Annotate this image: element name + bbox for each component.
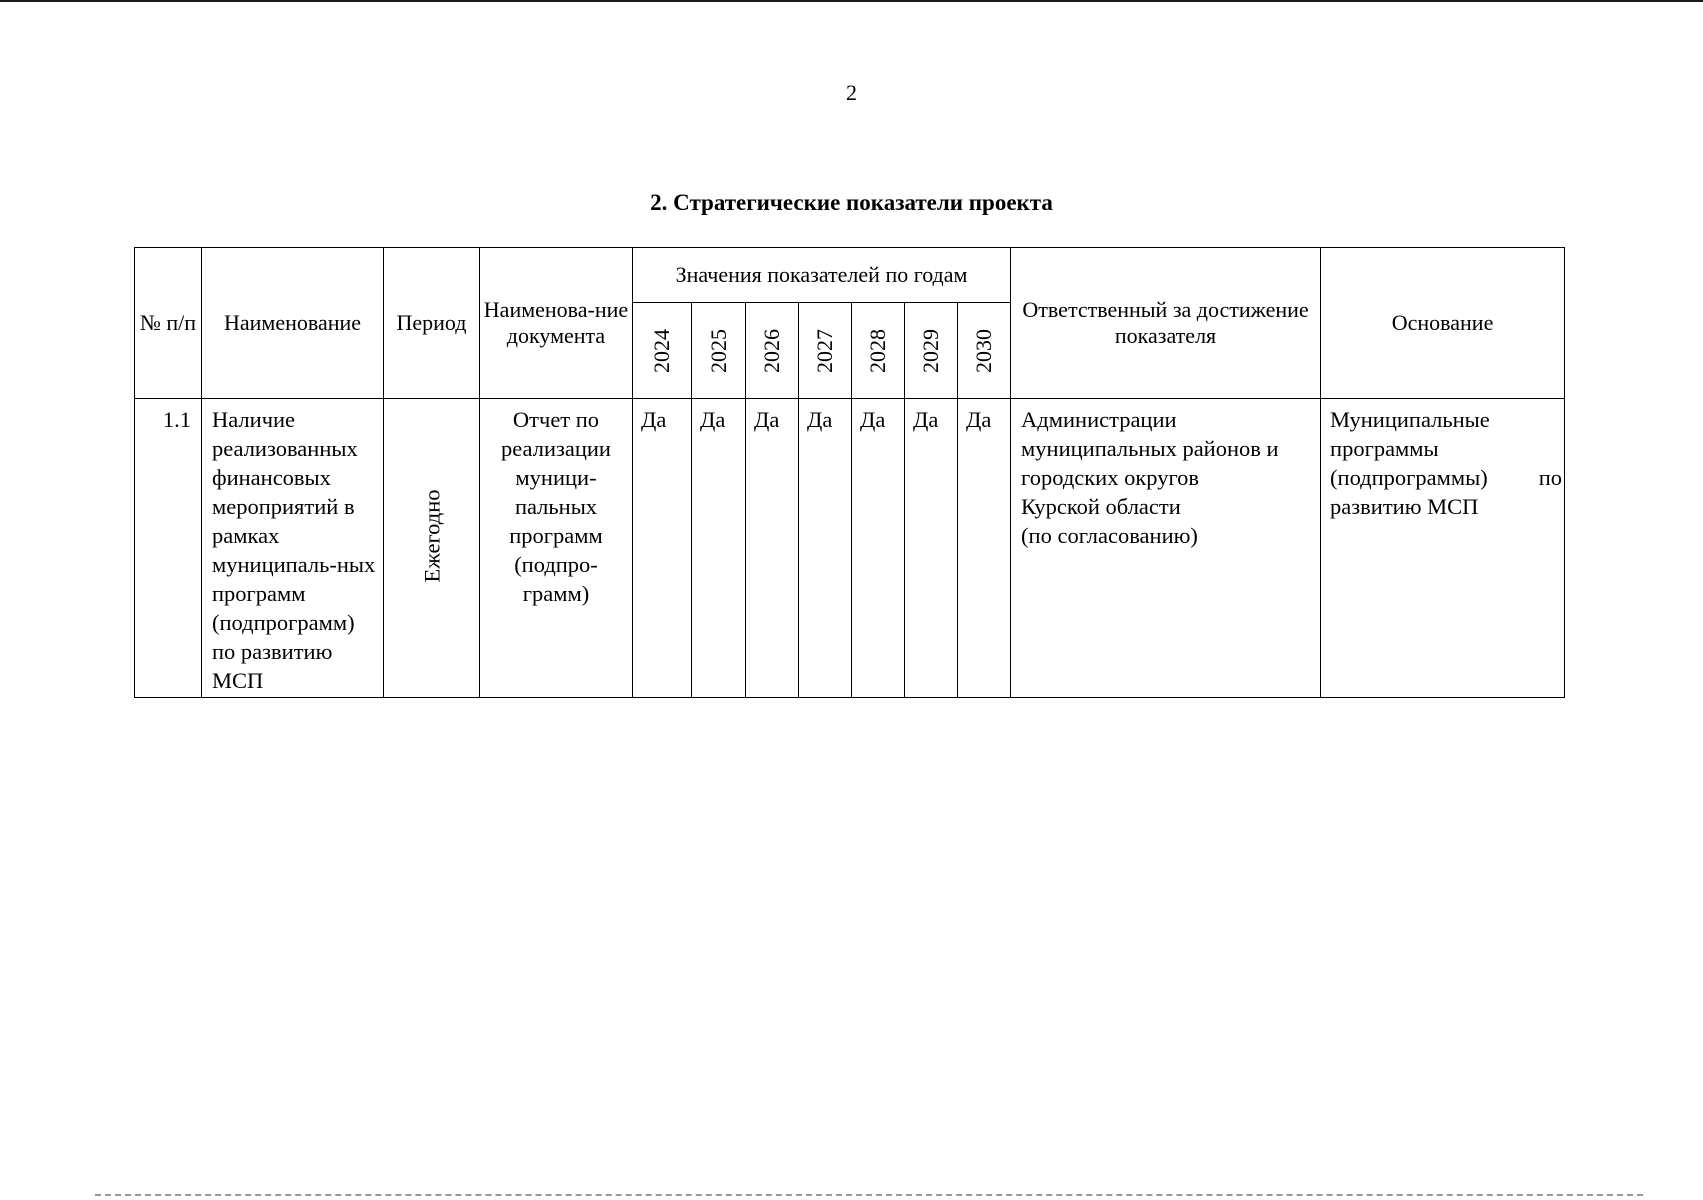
row-number: 1.1	[135, 399, 202, 698]
header-year-2024: 2024	[633, 303, 692, 399]
basis-line: развитию МСП	[1330, 494, 1479, 519]
basis-word: по	[1538, 465, 1563, 490]
header-values-by-year: Значения показателей по годам	[633, 248, 1011, 303]
value-2024: Да	[633, 399, 692, 698]
indicator-name: Наличие реализованных финансовых мероприятий в рамках муниципаль-ных программ (подпрограмм) по развитию МСП	[202, 399, 384, 698]
responsible-line: Администрации	[1021, 407, 1177, 432]
header-name: Наименование	[202, 248, 384, 399]
value-2030: Да	[958, 399, 1011, 698]
section-title: 2. Стратегические показатели проекта	[650, 190, 1053, 215]
basis	[1321, 399, 1565, 698]
value-2029: Да	[905, 399, 958, 698]
header-basis: Основание	[1321, 248, 1565, 399]
header-year-2028: 2028	[852, 303, 905, 399]
indicators-table	[134, 247, 1565, 698]
basis-line-justified	[1330, 463, 1562, 492]
header-row-top	[135, 248, 1565, 303]
table-row	[135, 399, 1565, 698]
page-number: 2	[846, 80, 857, 105]
header-document: Наименова-ние документа	[480, 248, 633, 399]
responsible-line: (по согласованию)	[1021, 523, 1198, 548]
header-year-2026: 2026	[746, 303, 799, 399]
scan-edge-top	[0, 0, 1703, 2]
header-year-2030: 2030	[958, 303, 1011, 399]
basis-word: (подпрограммы)	[1330, 465, 1488, 490]
scan-edge-bottom	[95, 1194, 1643, 1198]
responsible-line: муниципальных районов и	[1021, 436, 1279, 461]
responsible-line: городских округов	[1021, 465, 1200, 490]
header-num: № п/п	[135, 248, 202, 399]
basis-line: Муниципальные	[1330, 407, 1490, 432]
header-responsible: Ответственный за достижение показателя	[1011, 248, 1321, 399]
header-year-2029: 2029	[905, 303, 958, 399]
indicator-period: Ежегодно	[384, 399, 480, 698]
value-2026: Да	[746, 399, 799, 698]
header-period: Период	[384, 248, 480, 399]
basis-line: программы	[1330, 436, 1439, 461]
header-year-2027: 2027	[799, 303, 852, 399]
responsible-line: Курской области	[1021, 494, 1181, 519]
value-2025: Да	[692, 399, 746, 698]
value-2027: Да	[799, 399, 852, 698]
header-year-2025: 2025	[692, 303, 746, 399]
responsible-party	[1011, 399, 1321, 698]
value-2028: Да	[852, 399, 905, 698]
indicator-document: Отчет по реализации муници-пальных программ (подпро-грамм)	[480, 399, 633, 698]
